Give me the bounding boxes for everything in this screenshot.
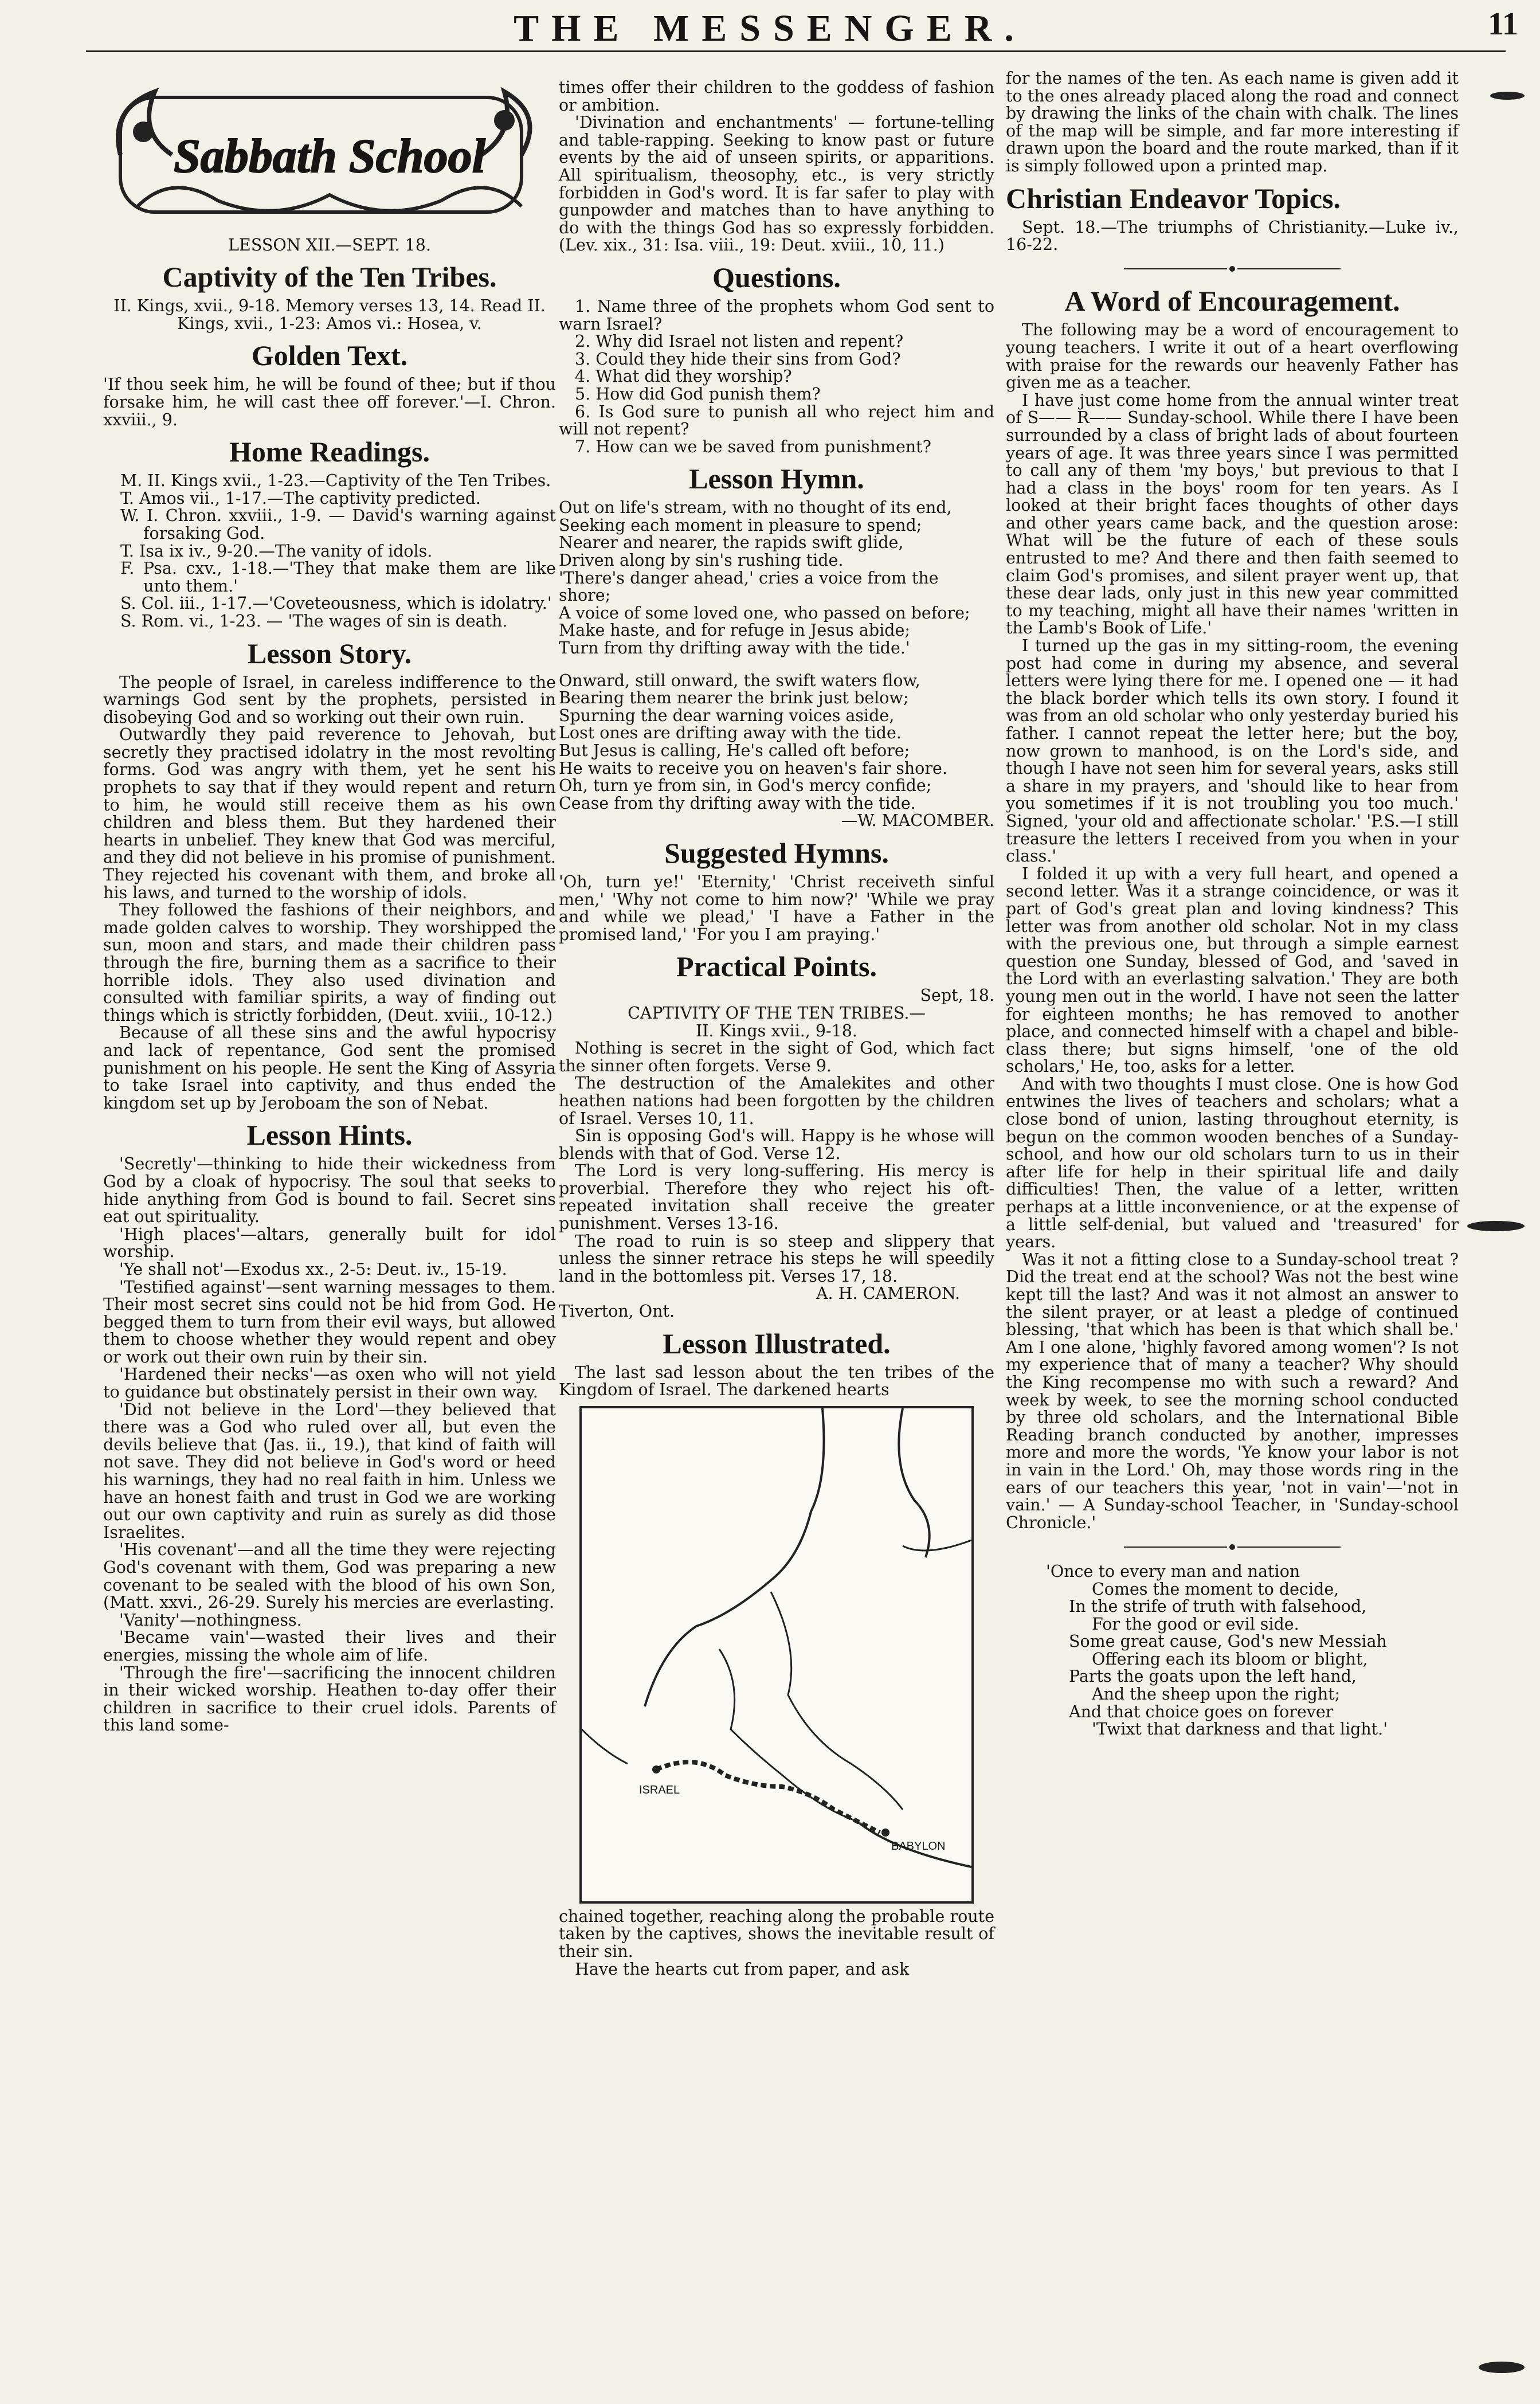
question-item: 4. What did they worship? xyxy=(575,367,792,386)
captivity-route-map xyxy=(579,1406,974,1904)
encouragement-paragraph: I turned up the gas in my sitting-room, the evening post had come in during my absence, and several letters were lying there for me. I opened one — it had the black border which tells its own story. I found it was from an old scholar who only yesterday buried his father. I cannot repeat the letter here; but the boy, now grown to manhood, is on the Lord's side, and though I have not seen him for several years, asks still a share in my prayers, and 'should like to hear from you sometimes if it is not troubling you too much.' Signed, 'your old and affectionate scholar.' 'P.S.—I still treasure the letters I received from you when in your class.' xyxy=(1006,636,1459,866)
practical-points-author: A. H. CAMERON. xyxy=(816,1284,960,1303)
lesson-hint: 'Vanity'—nothingness. xyxy=(119,1610,302,1630)
practical-point: The road to ruin is so steep and slippery that unless the sinner retrace his steps he will speedily land in the bottomless pit. Verses 17, 18. xyxy=(559,1231,994,1286)
hymn-line: Cease from thy drifting away with the tide. xyxy=(559,793,916,813)
question-item: 3. Could they hide their sins from God? xyxy=(575,349,901,369)
section-separator xyxy=(1006,260,1459,277)
lesson-title: Captivity of the Ten Tribes. xyxy=(162,261,497,293)
page-number: 11 xyxy=(1488,6,1518,42)
question-item: 1. Name three of the prophets whom God sent to warn Israel? xyxy=(559,296,994,334)
newspaper-title: THE MESSENGER. xyxy=(514,7,1026,49)
practical-points-date: Sept, 18. xyxy=(920,986,994,1005)
home-readings-heading: Home Readings. xyxy=(229,436,430,468)
lesson-number: LESSON XII.—SEPT. 18. xyxy=(228,235,431,255)
scan-blemish xyxy=(1490,92,1525,100)
encouragement-heading: A Word of Encouragement. xyxy=(1064,285,1400,318)
lesson-hint: 'Testified against'—sent warning messages to them. Their most secret sins could not be hid from God. He begged them to turn from their evil ways, but allowed them to choose whether they would repent and obey or work out their own ruin by their sin. xyxy=(103,1277,556,1367)
suggested-hymns-heading: Suggested Hymns. xyxy=(664,836,889,869)
map-label-israel: ISRAEL xyxy=(639,1783,680,1796)
suggested-hymns-text: 'Oh, turn ye!' 'Eternity,' 'Christ receiveth sinful men,' 'Why not come to him now?' 'While we pray and while we plead,' 'I have a Father in the promised land,' 'For you I am praying.' xyxy=(559,872,994,944)
question-item: 6. Is God sure to punish all who reject him and will not repent? xyxy=(559,402,994,439)
lesson-hint: 'Did not believe in the Lord'—they believed that there was a God who ruled over all, but even the devils believe that (Jas. ii., 19.), that kind of faith will not save. They did not believe in God's word or heed his warnings, they had no real faith in him. Unless we have an honest faith and trust in God we are working out our own captivity and ruin as surely as did those Israelites. xyxy=(103,1400,556,1542)
practical-point: Sin is opposing God's will. Happy is he whose will blends with that of God. Verse 12. xyxy=(559,1126,994,1163)
lesson-story-paragraph: Outwardly they paid reverence to Jehovah, but secretly they practised idolatry in the most revolting forms. God was angry with them, yet he sent his prophets to say that if they would repent and return to him, he would still receive them as his own children and bless them. But they hardened their hearts in unbelief. They knew that God was merciful, and they did not believe in his promise of punishment. They rejected his covenant with them, and broke all his laws, and turned to the worship of idols. xyxy=(103,725,556,902)
continued-paragraph: 'Divination and enchantments' — fortune-telling and table-rapping. Seeking to know past or future events by the aid of unseen spirits, or apparitions. All spiritualism, theosophy, etc., is very strictly forbidden in God's word. It is far safer to play with gunpowder and matches than to have anything to do with the things God has so expressly forbidden. (Lev. xix., 31: Isa. viii., 19: Deut. xviii., 10, 11.) xyxy=(559,113,994,255)
poem-line: For the good or evil side. xyxy=(1092,1614,1299,1634)
hymn-line: A voice of some loved one, who passed on before; xyxy=(559,603,970,622)
lesson-hint: 'Through the fire'—sacrificing the innocent children in their wicked worship. Heathen to-day offer their children in sacrifice to their cruel idols. Parents of this land some- xyxy=(103,1663,556,1735)
closing-poem xyxy=(1006,1563,1459,1739)
hymn-line: Out on life's stream, with no thought of its end, xyxy=(559,498,952,518)
home-reading-item: T. Amos vii., 1-17.—The captivity predicted. xyxy=(120,488,481,508)
map-label-babylon: BABYLON xyxy=(891,1839,946,1853)
home-reading-item: S. Col. iii., 1-17.—'Coveteousness, which is idolatry.' xyxy=(120,594,552,613)
hymn-stanza-2 xyxy=(559,672,994,813)
poem-line: Comes the moment to decide, xyxy=(1092,1579,1339,1599)
poem-line: 'Once to every man and nation xyxy=(1046,1561,1300,1581)
lesson-hint: 'Hardened their necks'—as oxen who will not yield to guidance but obstinately persist in their own way. xyxy=(103,1365,556,1402)
column-1 xyxy=(103,57,556,1735)
lesson-illustrated-heading: Lesson Illustrated. xyxy=(663,1327,891,1360)
column-2 xyxy=(559,79,994,1978)
practical-point: Nothing is secret in the sight of God, which fact the sinner often forgets. Verse 9. xyxy=(559,1039,994,1075)
lesson-reference: II. Kings, xvii., 9-18. Memory verses 13, 14. Read II. Kings, xvii., 1-23: Amos vi.: Hosea, v. xyxy=(113,296,546,333)
encouragement-paragraph: I folded it up with a very full heart, and opened a second letter. Was it a strange coincidence, or was it part of God's great plan and loving kindness? This letter was from another old scholar. Not in my class with the previous one, but through a simple earnest question one Sunday, blessed of God, and 'saved in the Lord with an everlasting salvation.' They are both young men out in the world. I have not seen the latter for eighteen months; he has removed to another place, and connected himself with a chapel and bible-class there; but signs himself, 'one of the old scholars,' He, too, asks for a letter. xyxy=(1006,864,1459,1076)
lesson-hymn-heading: Lesson Hymn. xyxy=(689,463,864,495)
hymn-line: 'There's danger ahead,' cries a voice from the shore; xyxy=(559,568,939,605)
hymn-line: Spurning the dear warning voices aside, xyxy=(559,706,895,725)
continued-paragraph: for the names of the ten. As each name is given add it to the ones already placed along the road and connect by drawing the links of the chain with chalk. The lines of the map will be simple, and far more interesting if drawn upon the board and the route marked, than if it is simply followed upon a printed map. xyxy=(1006,69,1459,175)
encouragement-paragraph: And with two thoughts I must close. One is how God entwines the lives of teachers and scholars; what a close bond of union, lasting throughout eternity, is begun on the common wooden benches of a Sunday-school, and how our old scholars turn to us in their after life for help in their spiritual life and daily difficulties! Then, the value of a letter, written perhaps at a little inconvenience, or at the expense of a little self-denial, but valued and 'treasured' for years. xyxy=(1006,1074,1459,1252)
sabbath-school-banner xyxy=(103,57,556,229)
lesson-hint: 'Became vain'—wasted their lives and their energies, missing the whole aim of life. xyxy=(103,1628,556,1665)
home-reading-item: S. Rom. vi., 1-23. — 'The wages of sin is death. xyxy=(120,611,508,631)
encouragement-paragraph: Was it not a fitting close to a Sunday-school treat ? Did the treat end at the school? Was not the best wine kept till the last? And was it not almost an answer to the silent prayer, or at least a pledge of continued blessing, 'that which has been is that which shall be.' Am I one alone, 'highly favored among women'? Is not my experience that of many a teacher? Why should the King recompense mo with such a reward? And week by week, to see the morning school conducted by three old scholars, and the International Bible Reading branch conducted by another, impresses more and more the words, 'Ye know your labor is not in vain in the Lord.' Oh, may those words ring in the ears of our teachers this year, 'not in vain'—'not in vain.' — A Sunday-school Teacher, in 'Sunday-school Chronicle.' xyxy=(1006,1250,1459,1532)
golden-text-heading: Golden Text. xyxy=(251,339,408,372)
hymn-line: Oh, turn ye from sin, in God's mercy confide; xyxy=(559,776,932,796)
lesson-hints-heading: Lesson Hints. xyxy=(246,1119,413,1152)
hymn-line: Bearing them nearer the brink just below; xyxy=(559,688,909,708)
poem-line: And that choice goes on forever xyxy=(1069,1702,1334,1721)
lesson-illustrated-intro: The last sad lesson about the ten tribes of the Kingdom of Israel. The darkened hearts xyxy=(559,1362,994,1400)
christian-endeavor-heading: Christian Endeavor Topics. xyxy=(1006,182,1341,214)
lesson-illustrated-after: chained together, reaching along the probable route taken by the captives, shows the inevitable result of their sin. xyxy=(559,1906,994,1961)
poem-line: Parts the goats upon the left hand, xyxy=(1069,1667,1357,1686)
question-item: 2. Why did Israel not listen and repent? xyxy=(575,332,904,351)
hymn-line: Driven along by sin's rushing tide. xyxy=(559,551,844,570)
lesson-story-paragraph: Because of all these sins and the awful hypocrisy and lack of repentance, God sent the promised punishment on his people. He sent the King of Assyria to take Israel into captivity, and thus ended the kingdom set up by Jeroboam the son of Nebat. xyxy=(103,1023,556,1113)
lesson-hint: 'His covenant'—and all the time they were rejecting God's covenant with them, God was preparing a new covenant to be sealed with the blood of his own Son, (Matt. xxvi., 26-29. Surely his mercies are everlasting. xyxy=(103,1540,556,1612)
lesson-hint: 'Ye shall not'—Exodus xx., 2-5: Deut. iv., 15-19. xyxy=(119,1259,507,1279)
poem-line: And the sheep upon the right; xyxy=(1092,1685,1341,1704)
poem-line: Offering each its bloom or blight, xyxy=(1092,1649,1368,1669)
practical-points-reference: II. Kings xvii., 9-18. xyxy=(696,1021,857,1040)
hymn-stanza-1 xyxy=(559,499,994,657)
practical-points-subtitle: CAPTIVITY OF THE TEN TRIBES.— xyxy=(628,1003,926,1023)
question-item: 7. How can we be saved from punishment? xyxy=(575,437,931,456)
hymn-line: Turn from thy drifting away with the tide.' xyxy=(559,639,910,658)
encouragement-paragraph: The following may be a word of encouragement to young teachers. I write it out of a heart overflowing with praise for the rewards our heavenly Father has given me as a teacher. xyxy=(1006,320,1459,393)
banner-text: Sabbath School xyxy=(174,130,485,183)
home-reading-item: W. I. Chron. xxviii., 1-9. — David's warning against forsaking God. xyxy=(120,506,556,543)
scan-blemish xyxy=(1479,2362,1525,2373)
lesson-story-paragraph: They followed the fashions of their neighbors, and made golden calves to worship. They worshipped the sun, moon and stars, and made their children pass through the fire, burning them as a sacrifice to their horrible idols. They also used divination and consulted with familiar spirits, a way of finding out things which is strictly forbidden, (Deut. xviii., 10-12.) xyxy=(103,900,556,1025)
hymn-line: Onward, still onward, the swift waters flow, xyxy=(559,671,920,690)
hymn-author: —W. MACOMBER. xyxy=(841,811,994,831)
scan-blemish xyxy=(1467,1221,1525,1231)
lesson-hint: 'High places'—altars, generally built for idol worship. xyxy=(103,1224,556,1262)
practical-point: The Lord is very long-suffering. His mercy is proverbial. Therefore they who reject his oft-repeated invitation shall receive the greater punishment. Verses 13-16. xyxy=(559,1161,994,1234)
hymn-line: Seeking each moment in pleasure to spend; xyxy=(559,515,922,535)
continued-paragraph: times offer their children to the goddess of fashion or ambition. xyxy=(559,78,994,115)
home-readings-list xyxy=(103,472,556,630)
home-reading-item: F. Psa. cxv., 1-18.—'They that make them are like unto them.' xyxy=(120,559,556,596)
practical-points-heading: Practical Points. xyxy=(676,950,877,983)
encouragement-paragraph: I have just come home from the annual winter treat of S—— R—— Sunday-school. While there I have been surrounded by a class of bright lads of about fourteen years of age. It was three years since I was permitted to call any of them 'my boys,' but previous to that I had a class in the boys' room for ten years. As I looked at their bright faces thoughts of other days and other years came back, and the question arose: What will be the future of each of these souls entrusted to me? And there and then faith seemed to claim God's promises, and silent prayer went up, that these dear lads, only just in this new year committed to my teaching, might all have their names 'written in the Lamb's Book of Life.' xyxy=(1006,390,1459,638)
column-3 xyxy=(1006,70,1459,1739)
question-item: 5. How did God punish them? xyxy=(575,384,821,404)
hymn-line: Make haste, and for refuge in Jesus abide; xyxy=(559,621,910,640)
poem-line: 'Twixt that darkness and that light.' xyxy=(1092,1720,1388,1739)
hymn-line: Lost ones are drifting away with the tide. xyxy=(559,723,902,743)
poem-line: In the strife of truth with falsehood, xyxy=(1069,1597,1367,1616)
christian-endeavor-text: Sept. 18.—The triumphs of Christianity.—Luke iv., 16-22. xyxy=(1006,217,1459,255)
questions-heading: Questions. xyxy=(712,261,841,293)
lesson-story-paragraph: The people of Israel, in careless indifference to the warnings God sent by the prophets, persisted in disobeying God and so working out their own ruin. xyxy=(103,672,556,727)
practical-point: The destruction of the Amalekites and other heathen nations had been forgotten by the children of Israel. Verses 10, 11. xyxy=(559,1074,994,1128)
lesson-story-heading: Lesson Story. xyxy=(247,637,412,669)
section-separator xyxy=(1006,1537,1459,1555)
poem-line: Some great cause, God's new Messiah xyxy=(1069,1632,1387,1651)
masthead xyxy=(0,0,1540,52)
hymn-line: But Jesus is calling, He's called oft before; xyxy=(559,741,910,760)
masthead-rule xyxy=(86,50,1506,52)
home-reading-item: T. Isa ix iv., 9-20.—The vanity of idols. xyxy=(120,541,433,561)
golden-text: 'If thou seek him, he will be found of thee; but if thou forsake him, he will cast thee off forever.'—I. Chron. xxviii., 9. xyxy=(103,375,556,429)
lesson-illustrated-after-2: Have the hearts cut from paper, and ask xyxy=(575,1959,910,1979)
practical-points-place: Tiverton, Ont. xyxy=(559,1302,675,1321)
hymn-line: Nearer and nearer, the rapids swift glide, xyxy=(559,533,904,553)
hymn-line: He waits to receive you on heaven's fair shore. xyxy=(559,758,947,778)
lesson-hint: 'Secretly'—thinking to hide their wickedness from God by a cloak of hypocrisy. The soul that seeks to hide anything from God is bound to fail. Secret sins eat out spirituality. xyxy=(103,1154,556,1227)
home-reading-item: M. II. Kings xvii., 1-23.—Captivity of the Ten Tribes. xyxy=(120,471,551,491)
